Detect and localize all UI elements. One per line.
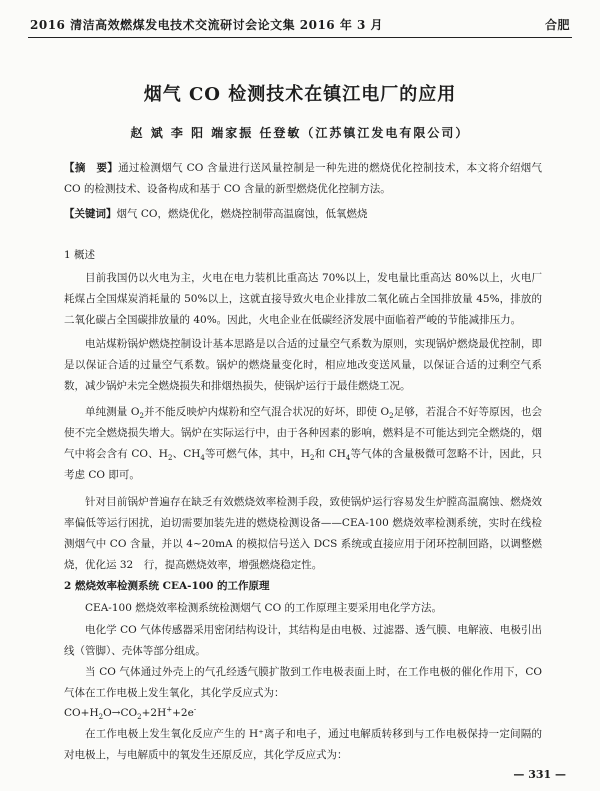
subscript: 2: [309, 454, 315, 463]
section2-paragraph-1: CEA-100 燃烧效率检测系统检测烟气 CO 的工作原理主要采用电化学方法。: [85, 602, 443, 614]
p3-text-e: 等可燃气体，其中，H: [204, 448, 310, 460]
eq-part-b: O→CO: [103, 707, 138, 719]
paper-title: 烟气 CO 检测技术在镇江电厂的应用: [143, 84, 457, 105]
section1-paragraph-2: 电站煤粉锅炉燃烧控制设计基本思路是以合适的过量空气系数为原则，实现锅炉燃烧最优控制，即是以保证合适的过量空气系数。锅炉的燃烧量变化时，相应地改变送风量，以保证合适的过剩空气系数，减少锅炉未完全燃烧损失和排烟热损失，使锅炉运行于最佳燃烧工况。: [64, 338, 542, 392]
superscript: -: [193, 705, 197, 714]
p3-text-b: 并不能反映炉内煤粉和空气混合状况的好坏，即使 O: [143, 406, 390, 418]
p3-text-c: 足够，若混合不好等原因，也会使不完全燃烧损失增大。锅炉在实际运行中，由于各种因素的影响，燃料是不可能达到完全燃烧的，烟气中将会含有 CO、H: [64, 406, 542, 460]
section2-heading: 2 燃烧效率检测系统 CEA-100 的工作原理: [64, 580, 270, 592]
section2-paragraph-4: 在工作电极上发生氧化反应产生的 H⁺离子和电子，通过电解质转移到与工作电极保持一定间隔的对电极上，与电解质中的氧发生还原反应，其化学反应式为：: [64, 728, 542, 761]
equation: [64, 703, 542, 724]
keywords-label: 【关键词】: [64, 208, 117, 220]
p3-text-f: 和 CH: [314, 448, 346, 460]
keywords: [64, 204, 542, 225]
section1-heading-text: 1 概述: [64, 249, 96, 261]
section2-paragraph-3: 当 CO 气体通过外壳上的气孔经透气膜扩散到工作电极表面上时，在工作电极的催化作用下，CO 气体在工作电极上发生氧化，其化学反应式为：: [64, 666, 542, 699]
running-header: [30, 16, 570, 33]
subscript: 4: [345, 454, 351, 463]
subscript: 2: [98, 713, 104, 722]
subscript: 2: [139, 412, 144, 421]
abstract-label: 【摘 要】: [64, 162, 119, 174]
header-right: 合肥: [544, 18, 570, 32]
section1-paragraph-1: 目前我国仍以火电为主，火电在电力装机比重高达 70%以上，发电量比重高达 80%以上，火电厂耗煤占全国煤炭消耗量的 50%以上，这就直接导致火电企业排放二氧化硫占全国排放量 45%，排放的二氧化碳占全国碳排放量的 40%。因此，火电企业在低碳经济发展中面临着严峻的节能减排压力。: [64, 272, 542, 326]
section1-paragraph-3: [64, 402, 542, 486]
p3-text-a: 单纯测量 O: [85, 406, 140, 418]
p3-text-g: 等气体的含量极微可忽略不计，因此，只考虑 CO 即可。: [64, 448, 542, 481]
subscript: 4: [200, 454, 205, 463]
header-left: 2016 清洁高效燃煤发电技术交流研讨会论文集 2016 年 3 月: [30, 18, 384, 32]
subscript: 2: [137, 713, 142, 722]
subscript: 2: [167, 454, 173, 463]
page-number: — 331 —: [513, 768, 566, 781]
p3-text-d: 、CH: [172, 448, 201, 460]
section1-paragraph-4: 针对目前锅炉普遍存在缺乏有效燃烧效率检测手段，致使锅炉运行容易发生炉膛高温腐蚀、燃烧效率偏低等运行困扰，迫切需要加装先进的燃烧检测设备——CEA-100 燃烧效率检测系统，实时在线检测烟气中 CO 含量，并以 4~20mA 的模拟信号送入 DCS 系统或直接应用于闭环控制回路，以调整燃烧，优化运 32 行，提高燃烧效率，增强燃烧稳定性。: [64, 496, 542, 571]
header-rule: [28, 37, 572, 38]
section1-heading: [64, 245, 542, 266]
section2-paragraph-2: 电化学 CO 气体传感器采用密闭结构设计，其结构是由电极、过滤器、透气膜、电解液、电极引出线（管脚）、壳体等部分组成。: [64, 624, 542, 657]
authors: 赵 斌 李 阳 端家振 任登敏（江苏镇江发电有限公司）: [130, 126, 470, 140]
keywords-text: 烟气 CO，燃烧优化，燃烧控制带高温腐蚀，低氧燃烧: [116, 208, 368, 220]
subscript: 2: [389, 412, 394, 421]
eq-part-a: CO+H: [64, 707, 99, 719]
superscript: +: [166, 705, 173, 714]
eq-part-c: +2H: [141, 707, 167, 719]
eq-part-d: +2e: [172, 707, 194, 719]
abstract-text: 通过检测烟气 CO 含量进行送风量控制是一种先进的燃烧优化控制技术，本文将介绍烟气 CO 的检测技术、设备构成和基于 CO 含量的新型燃烧优化控制方法。: [64, 162, 542, 195]
abstract: [64, 158, 542, 200]
